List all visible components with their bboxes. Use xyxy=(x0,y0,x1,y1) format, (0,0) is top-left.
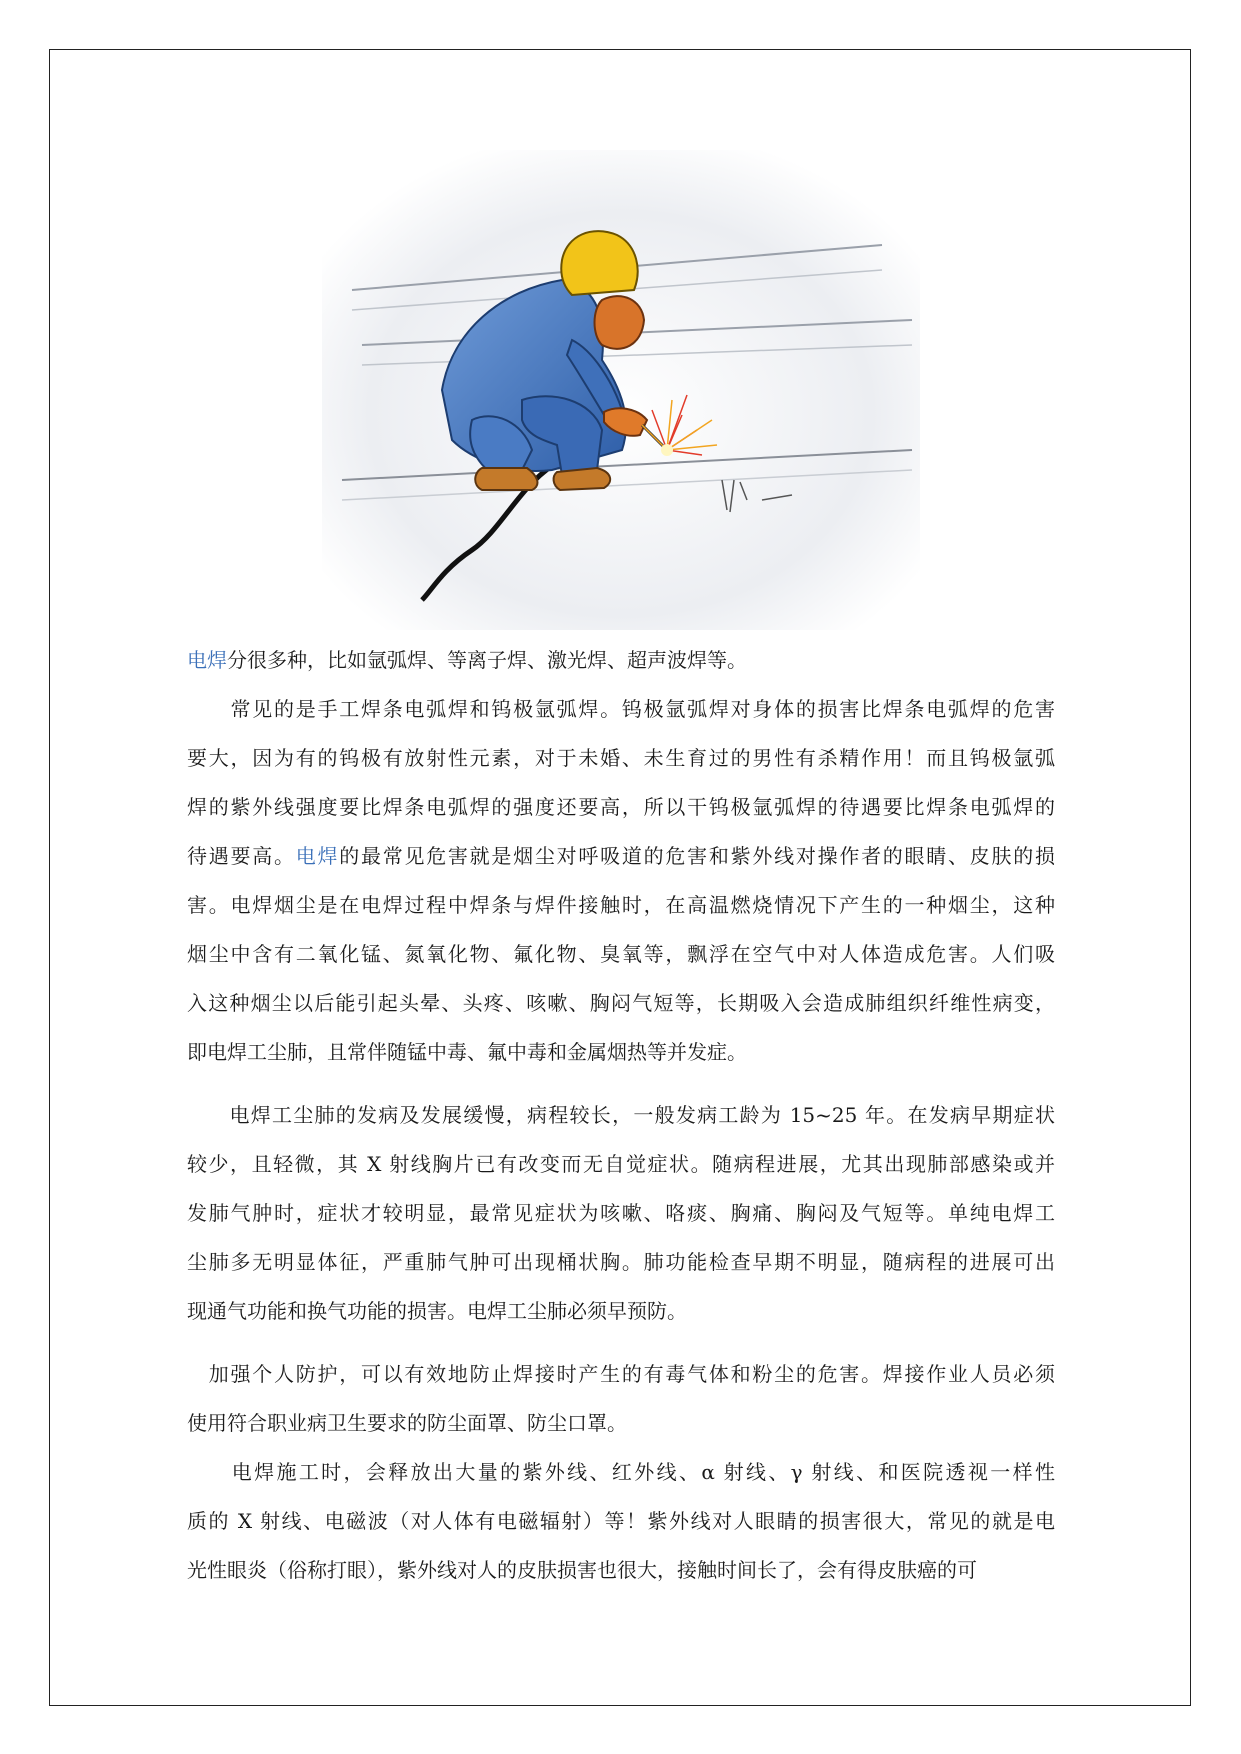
text-segment: 使用符合职业病卫生要求的防尘面罩、防尘口罩。 xyxy=(187,1411,627,1435)
text-segment: 的最常见危害就是烟尘对呼吸道的危害和紫外线对操作者的眼睛、皮肤的损 xyxy=(339,844,1056,868)
text-segment: 焊的紫外线强度要比焊条电弧焊的强度还要高，所以干钨极氩弧焊的待遇要比焊条电弧焊的 xyxy=(187,795,1055,819)
text-segment: 要大，因为有的钨极有放射性元素，对于未婚、未生育过的男性有杀精作用！而且钨极氩弧 xyxy=(187,746,1055,770)
text-segment: 电焊工尘肺的发病及发展缓慢，病程较长，一般发病工龄为 15~25 年。在发病早期症状 xyxy=(187,1103,1055,1127)
text-line xyxy=(187,795,1055,819)
text-segment: 现通气功能和换气功能的损害。电焊工尘肺必须早预防。 xyxy=(187,1299,687,1323)
article-body xyxy=(187,648,1055,1607)
text-line xyxy=(187,942,1055,966)
keyword-link[interactable]: 电焊 xyxy=(187,648,227,672)
text-line xyxy=(187,697,1055,721)
text-segment: 即电焊工尘肺，且常伴随锰中毒、氟中毒和金属烟热等并发症。 xyxy=(187,1040,747,1064)
text-line xyxy=(187,648,1055,672)
text-segment: 待遇要高。 xyxy=(187,844,296,868)
text-line xyxy=(187,844,1055,868)
text-line xyxy=(187,1411,1055,1435)
text-segment: 光性眼炎（俗称打眼），紫外线对人的皮肤损害也很大，接触时间长了，会有得皮肤癌的可 xyxy=(187,1558,977,1582)
text-line xyxy=(187,893,1055,917)
text-segment: 烟尘中含有二氧化锰、氮氧化物、氟化物、臭氧等，飘浮在空气中对人体造成危害。人们吸 xyxy=(187,942,1055,966)
text-line xyxy=(187,1250,1055,1274)
text-line xyxy=(187,1103,1055,1127)
text-segment: 质的 X 射线、电磁波（对人体有电磁辐射）等！紫外线对人眼睛的损害很大，常见的就是电 xyxy=(187,1509,1055,1533)
text-line xyxy=(187,1558,1055,1582)
text-line xyxy=(187,1201,1055,1225)
text-line xyxy=(187,1040,1055,1064)
paragraph-gap xyxy=(187,1348,1055,1362)
text-line xyxy=(187,991,1055,1015)
text-line xyxy=(187,1152,1055,1176)
text-line xyxy=(187,1362,1055,1386)
text-line xyxy=(187,1299,1055,1323)
text-line xyxy=(187,1460,1055,1484)
text-segment: 入这种烟尘以后能引起头晕、头疼、咳嗽、胸闷气短等，长期吸入会造成肺组织纤维性病变， xyxy=(187,991,1055,1015)
keyword-link[interactable]: 电焊 xyxy=(295,844,340,868)
text-segment: 发肺气肿时，症状才较明显，最常见症状为咳嗽、咯痰、胸痛、胸闷及气短等。单纯电焊工 xyxy=(187,1201,1055,1225)
text-segment: 常见的是手工焊条电弧焊和钨极氩弧焊。钨极氩弧焊对身体的损害比焊条电弧焊的危害 xyxy=(187,697,1055,721)
text-line xyxy=(187,1509,1055,1533)
text-segment: 害。电焊烟尘是在电焊过程中焊条与焊件接触时，在高温燃烧情况下产生的一种烟尘，这种 xyxy=(187,893,1055,917)
welder-illustration xyxy=(322,150,920,630)
text-segment: 较少，且轻微，其 X 射线胸片已有改变而无自觉症状。随病程进展，尤其出现肺部感染或并 xyxy=(187,1152,1055,1176)
text-segment: 分很多种，比如氩弧焊、等离子焊、激光焊、超声波焊等。 xyxy=(227,648,747,672)
text-segment: 电焊施工时，会释放出大量的紫外线、红外线、α 射线、γ 射线、和医院透视一样性 xyxy=(187,1460,1055,1484)
text-segment: 加强个人防护，可以有效地防止焊接时产生的有毒气体和粉尘的危害。焊接作业人员必须 xyxy=(187,1362,1055,1386)
text-segment: 尘肺多无明显体征，严重肺气肿可出现桶状胸。肺功能检查早期不明显，随病程的进展可出 xyxy=(187,1250,1055,1274)
paragraph-gap xyxy=(187,1089,1055,1103)
text-line xyxy=(187,746,1055,770)
